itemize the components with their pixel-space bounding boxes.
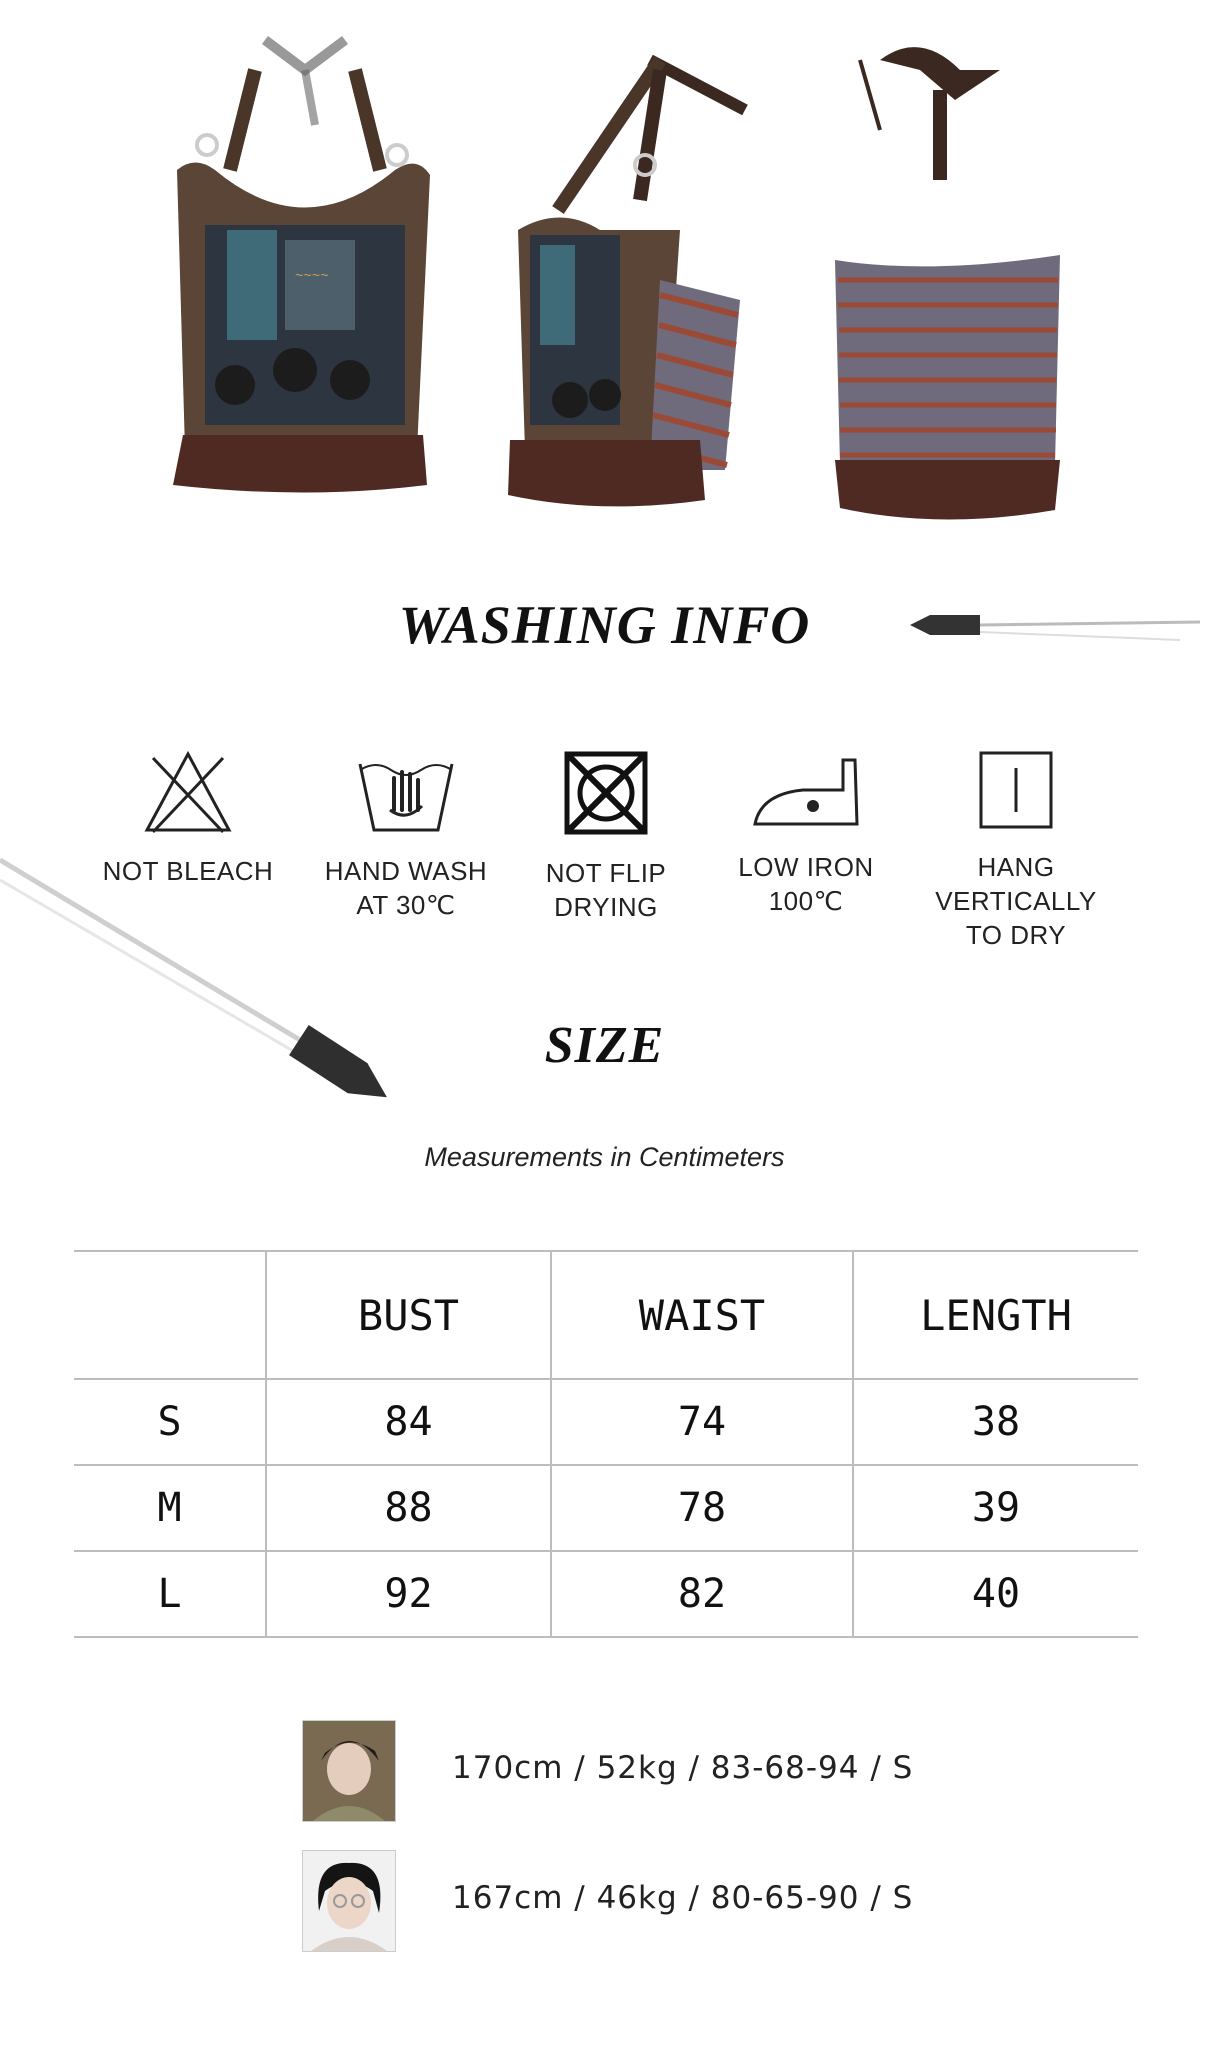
- waist-value: 82: [551, 1551, 853, 1637]
- model-stats: 170cm / 52kg / 83-68-94 / S: [452, 1750, 914, 1786]
- wash-item-not-bleach: [88, 750, 288, 888]
- size-header-bust: BUST: [266, 1251, 551, 1379]
- size-header-blank: [74, 1251, 266, 1379]
- size-label: L: [74, 1551, 266, 1637]
- table-row: [74, 1551, 1138, 1637]
- washing-info-title: WASHING INFO: [398, 595, 811, 655]
- wash-label: NOT BLEACH: [102, 856, 274, 886]
- wash-label: NOT FLIP DRYING: [545, 858, 667, 922]
- size-title: SIZE: [544, 1017, 665, 1074]
- size-table: [74, 1250, 1138, 1638]
- hang-dry-icon: [978, 750, 1054, 830]
- length-value: 38: [853, 1379, 1138, 1465]
- wash-label: HAND WASH AT 30℃: [324, 856, 488, 920]
- avatar: [302, 1850, 396, 1952]
- wash-item-hand-wash: [306, 750, 506, 922]
- wash-item-low-iron: [706, 750, 906, 918]
- svg-text:~~~~: ~~~~: [295, 269, 329, 285]
- product-back-view: [820, 30, 1080, 520]
- table-row: [74, 1465, 1138, 1551]
- table-row: [74, 1379, 1138, 1465]
- size-label: S: [74, 1379, 266, 1465]
- no-bleach-icon: [143, 750, 233, 834]
- avatar: [302, 1720, 396, 1822]
- waist-value: 78: [551, 1465, 853, 1551]
- size-table-header-row: [74, 1251, 1138, 1379]
- model-stats: 167cm / 46kg / 80-65-90 / S: [452, 1880, 914, 1916]
- bust-value: 92: [266, 1551, 551, 1637]
- size-label: M: [74, 1465, 266, 1551]
- wash-item-hang-dry: [916, 750, 1116, 952]
- hand-wash-icon: [356, 750, 456, 834]
- product-front-view: [155, 30, 455, 520]
- bust-value: 84: [266, 1379, 551, 1465]
- product-side-view: [500, 30, 760, 520]
- size-header-waist: WAIST: [551, 1251, 853, 1379]
- waist-value: 74: [551, 1379, 853, 1465]
- wash-item-not-tumble-dry: [506, 750, 706, 924]
- low-iron-icon: [751, 750, 861, 830]
- wash-label: LOW IRON 100℃: [738, 852, 874, 916]
- bust-value: 88: [266, 1465, 551, 1551]
- size-header-length: LENGTH: [853, 1251, 1138, 1379]
- length-value: 40: [853, 1551, 1138, 1637]
- wash-label: HANG VERTICALLY TO DRY: [935, 852, 1097, 950]
- no-tumble-dry-icon: [563, 750, 649, 836]
- length-value: 39: [853, 1465, 1138, 1551]
- measurement-note: Measurements in Centimeters: [424, 1142, 785, 1172]
